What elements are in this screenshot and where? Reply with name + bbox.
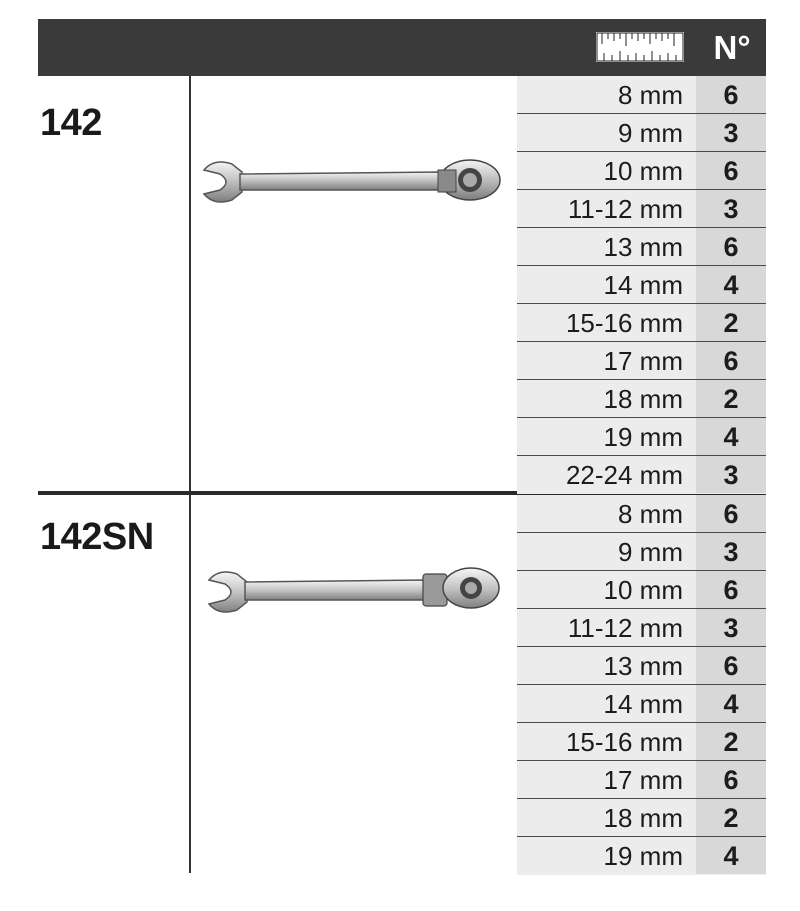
table-row <box>517 380 766 418</box>
quantity-cell: 4 <box>696 418 766 455</box>
table-row <box>517 837 766 875</box>
table-row <box>517 152 766 190</box>
quantity-cell: 6 <box>696 228 766 265</box>
size-cell: 10 mm <box>603 156 683 186</box>
size-cell: 11-12 mm <box>567 613 683 643</box>
table-row <box>517 304 766 342</box>
table-row <box>517 685 766 723</box>
table-row <box>517 647 766 685</box>
quantity-cell: 2 <box>696 799 766 836</box>
table-row <box>517 761 766 799</box>
table-row <box>517 266 766 304</box>
size-cell: 10 mm <box>603 575 683 605</box>
flex-ratcheting-wrench-image <box>205 560 505 620</box>
size-cell: 14 mm <box>603 689 683 719</box>
quantity-cell: 6 <box>696 647 766 684</box>
quantity-cell: 3 <box>696 533 766 570</box>
quantity-cell: 6 <box>696 571 766 608</box>
quantity-cell: 6 <box>696 495 766 532</box>
table-row <box>517 533 766 571</box>
table-row <box>517 609 766 647</box>
size-cell: 8 mm <box>618 80 683 110</box>
table-row <box>517 76 766 114</box>
quantity-column-header: N° <box>713 29 751 66</box>
size-cell: 8 mm <box>618 499 683 529</box>
size-cell: 17 mm <box>603 765 683 795</box>
ratcheting-wrench-image <box>200 152 505 212</box>
quantity-cell: 3 <box>696 609 766 646</box>
table-row <box>517 571 766 609</box>
size-cell: 13 mm <box>603 651 683 681</box>
quantity-cell: 6 <box>696 152 766 189</box>
size-cell: 9 mm <box>618 537 683 567</box>
size-list <box>517 495 766 875</box>
size-cell: 15-16 mm <box>565 727 683 757</box>
table-row <box>517 495 766 533</box>
quantity-cell: 4 <box>696 837 766 874</box>
product-code: 142SN <box>40 516 154 558</box>
quantity-cell: 3 <box>696 456 766 493</box>
table-row <box>517 342 766 380</box>
quantity-cell: 6 <box>696 76 766 113</box>
quantity-cell: 2 <box>696 304 766 341</box>
quantity-cell: 2 <box>696 380 766 417</box>
size-cell: 19 mm <box>603 841 683 871</box>
size-cell: 18 mm <box>603 384 683 414</box>
size-cell: 9 mm <box>618 118 683 148</box>
quantity-cell: 3 <box>696 190 766 227</box>
size-cell: 17 mm <box>603 346 683 376</box>
size-cell: 13 mm <box>603 232 683 262</box>
table-row <box>517 190 766 228</box>
quantity-cell: 4 <box>696 266 766 303</box>
size-cell: 14 mm <box>603 270 683 300</box>
table-row <box>517 723 766 761</box>
ruler-icon <box>596 32 684 62</box>
column-divider <box>189 495 191 873</box>
size-cell: 15-16 mm <box>565 308 683 338</box>
table-row <box>517 114 766 152</box>
quantity-cell: 4 <box>696 685 766 722</box>
size-cell: 22-24 mm <box>565 460 683 490</box>
size-cell: 11-12 mm <box>567 194 683 224</box>
table-row <box>517 418 766 456</box>
table-row <box>517 799 766 837</box>
size-list <box>517 76 766 494</box>
size-cell: 19 mm <box>603 422 683 452</box>
table-row <box>517 456 766 494</box>
quantity-cell: 3 <box>696 114 766 151</box>
column-divider <box>189 76 191 491</box>
quantity-cell: 6 <box>696 761 766 798</box>
quantity-cell: 6 <box>696 342 766 379</box>
size-cell: 18 mm <box>603 803 683 833</box>
product-code: 142 <box>40 102 102 144</box>
quantity-cell: 2 <box>696 723 766 760</box>
table-row <box>517 228 766 266</box>
